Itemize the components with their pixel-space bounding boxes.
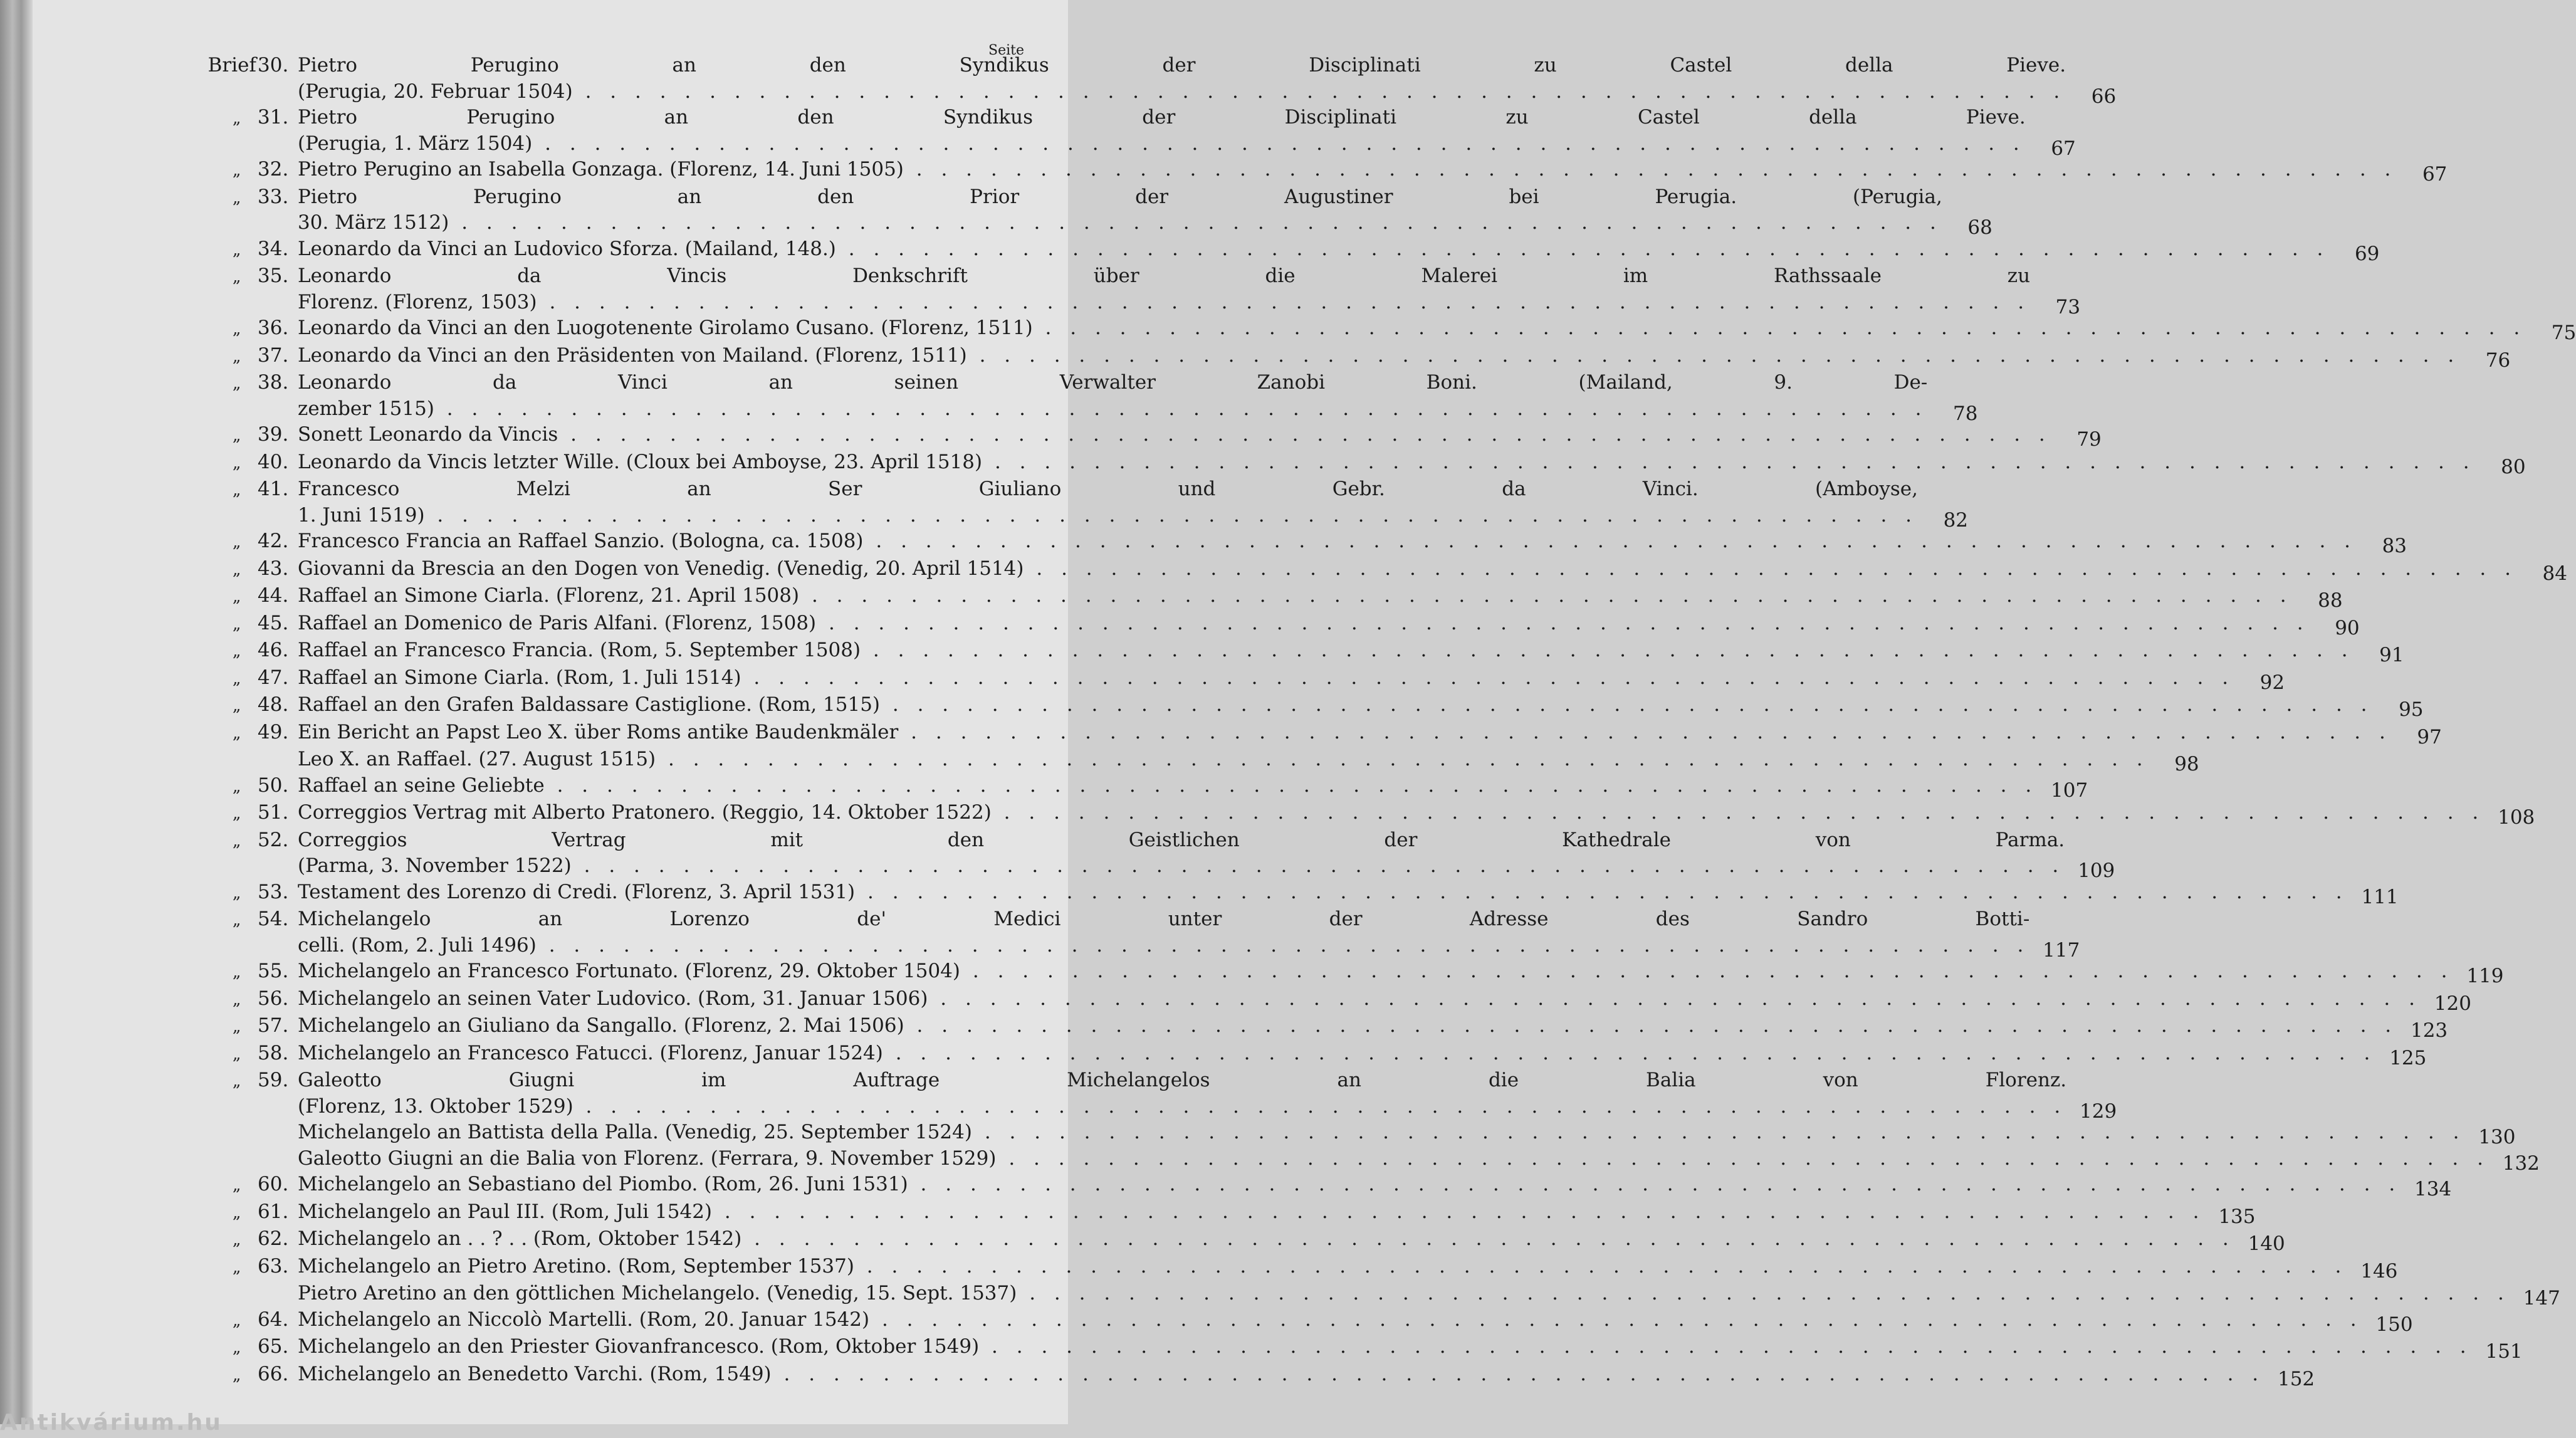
letter-number: 53.	[258, 880, 289, 903]
page-number: 69	[2354, 242, 2380, 265]
entry-title-line: (Florenz, 13. Oktober 1529) . . . . . . . . . . . . . . . . . . . . . . . . . . . . . . . . . . . . . . . . . . . . . . . . . . . . . . . . . . . .	[298, 1094, 2067, 1118]
dot-leader: . . . . . . . . . . . . . . . . . . . . . . . . . . . . . . . . . . . . . . . . . . . . . . . . . . . . . . . . . . . .	[1024, 557, 2517, 580]
letter-number: 51.	[258, 801, 289, 824]
entry-number	[207, 720, 289, 747]
ditto-mark: „	[233, 374, 241, 393]
entry-title-line: Ein Bericht an Papst Leo X. über Roms antike Baudenkmäler . . . . . . . . . . . . . . . . . . . . . . . . . . . . . . . . . . . . . . . . . . . . . . . . . . . . . . . . . . . .	[298, 720, 2392, 743]
page-number: 68	[1967, 216, 1992, 239]
entry-title-line: Florenz. (Florenz, 1503) . . . . . . . . . . . . . . . . . . . . . . . . . . . . . . . . . . . . . . . . . . . . . . . . . . . . . . . . . . . .	[298, 290, 2031, 313]
page-number: 107	[2051, 779, 2088, 802]
entry-title-line: Michelangelo an Francesco Fortunato. (Florenz, 29. Oktober 1504) . . . . . . . . . . . . . . . . . . . . . . . . . . . . . . . . . . . . . . . . . . . . . . . . . . . . . . . . . . . .	[298, 960, 2454, 982]
page-number: 109	[2078, 859, 2115, 882]
entry-number	[207, 1254, 289, 1281]
toc-entry	[207, 157, 2448, 186]
dot-leader: . . . . . . . . . . . . . . . . . . . . . . . . . . . . . . . . . . . . . . . . . . . . . . . . . . . . . . . . . . . .	[656, 748, 2149, 770]
toc-entry	[207, 263, 2081, 318]
entry-title-line: Raffael an Domenico de Paris Alfani. (Florenz, 1508) . . . . . . . . . . . . . . . . . . . . . . . . . . . . . . . . . . . . . . . . . . . . . . . . . . . . . . . . . . . .	[298, 611, 2310, 634]
ditto-mark: „	[233, 963, 241, 982]
letter-number: 36.	[258, 317, 289, 339]
dot-leader: . . . . . . . . . . . . . . . . . . . . . . . . . . . . . . . . . . . . . . . . . . . . . . . . . . . . . . . . . . . .	[966, 344, 2461, 367]
entry-number	[207, 449, 289, 477]
ditto-mark: „	[233, 453, 241, 473]
toc-entry	[207, 800, 2535, 829]
toc-entry	[207, 906, 2080, 962]
ditto-mark: „	[233, 240, 241, 260]
entry-number	[207, 476, 289, 504]
letter-number: 66.	[258, 1362, 289, 1385]
page-number: 92	[2259, 671, 2285, 694]
toc-entry	[207, 449, 2526, 478]
toc-entry	[207, 343, 2511, 372]
entry-title-line: Michelangelo an Benedetto Varchi. (Rom, 1549) . . . . . . . . . . . . . . . . . . . . . . . . . . . . . . . . . . . . . . . . . . . . . . . . . . . . . . . . . . . .	[298, 1362, 2265, 1385]
letter-number: 55.	[258, 960, 289, 982]
brief-label: Brief	[207, 54, 256, 76]
entry-number	[207, 343, 289, 370]
toc-entry	[207, 1120, 2516, 1148]
toc-entry	[207, 583, 2343, 612]
ditto-mark: „	[233, 883, 241, 903]
ditto-mark: „	[233, 642, 241, 661]
entry-title-line: Michelangelo an seinen Vater Ludovico. (Rom, 31. Januar 1506) . . . . . . . . . . . . . . . . . . . . . . . . . . . . . . . . . . . . . . . . . . . . . . . . . . . . . . . . . . . .	[298, 987, 2421, 1010]
toc-entry	[207, 1199, 2256, 1228]
entry-title-line: Pietro Perugino an den Syndikus der Disciplinati zu Castel della Pieve.	[298, 54, 2066, 76]
dot-leader: . . . . . . . . . . . . . . . . . . . . . . . . . . . . . . . . . . . . . . . . . . . . . . . . . . . . . . . . . . . .	[434, 397, 1928, 420]
page-number: 90	[2335, 616, 2360, 639]
dot-leader: . . . . . . . . . . . . . . . . . . . . . . . . . . . . . . . . . . . . . . . . . . . . . . . . . . . . . . . . . . . .	[863, 530, 2357, 552]
entry-title-line: Correggios Vertrag mit den Geistlichen der Kathedrale von Parma.	[298, 828, 2065, 851]
page-number: 150	[2375, 1313, 2413, 1336]
page-number: 88	[2318, 589, 2343, 612]
dot-leader: . . . . . . . . . . . . . . . . . . . . . . . . . . . . . . . . . . . . . . . . . . . . . . . . . . . . . . . . . . . .	[982, 450, 2476, 473]
dot-leader: . . . . . . . . . . . . . . . . . . . . . . . . . . . . . . . . . . . . . . . . . . . . . . . . . . . . . . . . . . . .	[536, 933, 2030, 957]
dot-leader: . . . . . . . . . . . . . . . . . . . . . . . . . . . . . . . . . . . . . . . . . . . . . . . . . . . . . . . . . . . .	[741, 666, 2235, 689]
page-number: 82	[1943, 508, 1969, 532]
entry-number	[207, 1362, 289, 1389]
ditto-mark: „	[233, 426, 241, 445]
letter-number: 59.	[258, 1069, 289, 1091]
toc-entry	[207, 556, 2567, 585]
entry-number	[207, 611, 289, 638]
ditto-mark: „	[233, 1365, 241, 1385]
entry-number	[207, 800, 289, 827]
letter-number: 57.	[258, 1014, 289, 1037]
book-spine-shadow	[0, 0, 33, 1424]
entry-number	[207, 1041, 289, 1068]
page-number: 67	[2422, 163, 2448, 186]
entry-number	[207, 986, 289, 1014]
page-number: 140	[2248, 1232, 2285, 1255]
dot-leader: . . . . . . . . . . . . . . . . . . . . . . . . . . . . . . . . . . . . . . . . . . . . . . . . . . . . . . . . . . . .	[799, 584, 2293, 607]
letter-number: 47.	[258, 666, 289, 689]
entry-title-line: (Perugia, 20. Februar 1504) . . . . . . . . . . . . . . . . . . . . . . . . . . . . . . . . . . . . . . . . . . . . . . . . . . . . . . . . . . . .	[298, 80, 2066, 103]
entry-title-line: Michelangelo an Giuliano da Sangallo. (Florenz, 2. Mai 1506) . . . . . . . . . . . . . . . . . . . . . . . . . . . . . . . . . . . . . . . . . . . . . . . . . . . . . . . . . . . .	[298, 1014, 2398, 1037]
letter-number: 37.	[258, 344, 289, 367]
letter-number: 62.	[258, 1227, 289, 1250]
toc-entry	[207, 611, 2360, 639]
letter-number: 56.	[258, 987, 289, 1010]
dot-leader: . . . . . . . . . . . . . . . . . . . . . . . . . . . . . . . . . . . . . . . . . . . . . . . . . . . . . . . . . . . .	[1032, 317, 2526, 339]
page-number: 84	[2542, 562, 2567, 585]
entry-title-line: Galeotto Giugni im Auftrage Michelangelos an die Balia von Florenz.	[298, 1069, 2067, 1091]
dot-leader: . . . . . . . . . . . . . . . . . . . . . . . . . . . . . . . . . . . . . . . . . . . . . . . . . . . . . . . . . . . .	[855, 880, 2348, 903]
dot-leader: . . . . . . . . . . . . . . . . . . . . . . . . . . . . . . . . . . . . . . . . . . . . . . . . . . . . . . . . . . . .	[898, 720, 2392, 743]
entry-title-line: Michelangelo an Francesco Fatucci. (Florenz, Januar 1524) . . . . . . . . . . . . . . . . . . . . . . . . . . . . . . . . . . . . . . . . . . . . . . . . . . . . . . . . . . . .	[298, 1041, 2377, 1064]
dot-leader: . . . . . . . . . . . . . . . . . . . . . . . . . . . . . . . . . . . . . . . . . . . . . . . . . . . . . . . . . . . .	[908, 1173, 2402, 1195]
dot-leader: . . . . . . . . . . . . . . . . . . . . . . . . . . . . . . . . . . . . . . . . . . . . . . . . . . . . . . . . . . . .	[424, 503, 1919, 527]
letter-number: 33.	[258, 185, 289, 208]
entry-title-line: Michelangelo an Sebastiano del Piombo. (Rom, 26. Juni 1531) . . . . . . . . . . . . . . . . . . . . . . . . . . . . . . . . . . . . . . . . . . . . . . . . . . . . . . . . . . . .	[298, 1173, 2402, 1195]
entry-title-line: Leonardo da Vinci an Ludovico Sforza. (Mailand, 148.) . . . . . . . . . . . . . . . . . . . . . . . . . . . . . . . . . . . . . . . . . . . . . . . . . . . . . . . . . . . .	[298, 237, 2330, 260]
entry-number	[207, 906, 289, 934]
toc-entry	[207, 1307, 2413, 1336]
ditto-mark: „	[233, 560, 241, 579]
entry-title-line: Pietro Perugino an den Prior der Augustiner bei Perugia. (Perugia,	[298, 185, 1942, 208]
entry-number	[207, 958, 289, 986]
ditto-mark: „	[233, 481, 241, 500]
entry-title-line: Michelangelo an Lorenzo de' Medici unter der Adresse des Sandro Botti-	[298, 908, 2030, 930]
dot-leader: . . . . . . . . . . . . . . . . . . . . . . . . . . . . . . . . . . . . . . . . . . . . . . . . . . . . . . . . . . . .	[1017, 1282, 2510, 1304]
entry-title-line: Leonardo da Vinci an seinen Verwalter Zanobi Boni. (Mailand, 9. De-	[298, 371, 1928, 394]
page-number: 120	[2434, 992, 2471, 1015]
page-number: 78	[1952, 402, 1978, 425]
letter-number: 60.	[258, 1173, 289, 1195]
dot-leader: . . . . . . . . . . . . . . . . . . . . . . . . . . . . . . . . . . . . . . . . . . . . . . . . . . . . . . . . . . . .	[572, 80, 2066, 103]
toc-entry	[207, 720, 2442, 748]
entry-title-line: Michelangelo an Pietro Aretino. (Rom, September 1537) . . . . . . . . . . . . . . . . . . . . . . . . . . . . . . . . . . . . . . . . . . . . . . . . . . . . . . . . . . . .	[298, 1254, 2348, 1278]
table-of-contents	[207, 53, 2576, 1390]
ditto-mark: „	[233, 1203, 241, 1222]
ditto-mark: „	[233, 1311, 241, 1330]
toc-entry	[207, 528, 2407, 557]
ditto-mark: „	[233, 804, 241, 823]
page-number: 76	[2485, 349, 2511, 372]
page-number: 152	[2277, 1367, 2315, 1390]
ditto-mark: „	[233, 911, 241, 930]
dot-leader: . . . . . . . . . . . . . . . . . . . . . . . . . . . . . . . . . . . . . . . . . . . . . . . . . . . . . . . . . . . .	[996, 1147, 2490, 1170]
entry-number	[207, 773, 289, 800]
dot-leader: . . . . . . . . . . . . . . . . . . . . . . . . . . . . . . . . . . . . . . . . . . . . . . . . . . . . . . . . . . . .	[449, 211, 1942, 234]
toc-entry	[207, 1362, 2315, 1390]
entry-number	[207, 1199, 289, 1227]
dot-leader: . . . . . . . . . . . . . . . . . . . . . . . . . . . . . . . . . . . . . . . . . . . . . . . . . . . . . . . . . . . .	[861, 639, 2354, 661]
entry-number	[207, 53, 289, 79]
entry-title-line: Correggios Vertrag mit Alberto Pratonero. (Reggio, 14. Oktober 1522) . . . . . . . . . . . . . . . . . . . . . . . . . . . . . . . . . . . . . . . . . . . . . . . . . . . . . . . . . . . .	[298, 801, 2485, 824]
dot-leader: . . . . . . . . . . . . . . . . . . . . . . . . . . . . . . . . . . . . . . . . . . . . . . . . . . . . . . . . . . . .	[532, 132, 2026, 155]
ditto-mark: „	[233, 696, 241, 715]
entry-title-line: Sonett Leonardo da Vincis . . . . . . . . . . . . . . . . . . . . . . . . . . . . . . . . . . . . . . . . . . . . . . . . . . . . . . . . . . . .	[298, 423, 2051, 446]
dot-leader: . . . . . . . . . . . . . . . . . . . . . . . . . . . . . . . . . . . . . . . . . . . . . . . . . . . . . . . . . . . .	[960, 960, 2454, 982]
ditto-mark: „	[233, 1231, 241, 1249]
entry-title-line: Michelangelo an Paul III. (Rom, Juli 1542) . . . . . . . . . . . . . . . . . . . . . . . . . . . . . . . . . . . . . . . . . . . . . . . . . . . . . . . . . . . .	[298, 1200, 2206, 1223]
ditto-mark: „	[233, 990, 241, 1009]
entry-title-line: (Parma, 3. November 1522) . . . . . . . . . . . . . . . . . . . . . . . . . . . . . . . . . . . . . . . . . . . . . . . . . . . . . . . . . . . .	[298, 854, 2065, 877]
entry-title-line: Michelangelo an . . ? . . (Rom, Oktober 1542) . . . . . . . . . . . . . . . . . . . . . . . . . . . . . . . . . . . . . . . . . . . . . . . . . . . . . . . . . . . .	[298, 1227, 2235, 1250]
dot-leader: . . . . . . . . . . . . . . . . . . . . . . . . . . . . . . . . . . . . . . . . . . . . . . . . . . . . . . . . . . . .	[712, 1200, 2206, 1223]
entry-title-line: Raffael an den Grafen Baldassare Castiglione. (Rom, 1515) . . . . . . . . . . . . . . . . . . . . . . . . . . . . . . . . . . . . . . . . . . . . . . . . . . . . . . . . . . . .	[298, 693, 2374, 716]
ditto-mark: „	[233, 347, 241, 366]
letter-number: 45.	[258, 611, 289, 634]
dot-leader: . . . . . . . . . . . . . . . . . . . . . . . . . . . . . . . . . . . . . . . . . . . . . . . . . . . . . . . . . . . .	[979, 1335, 2473, 1358]
letter-number: 63.	[258, 1254, 289, 1278]
entry-title-line: Leonardo da Vincis Denkschrift über die Malerei im Rathssaale zu	[298, 265, 2031, 287]
ditto-mark: „	[233, 669, 241, 688]
page-number: 91	[2379, 644, 2404, 666]
toc-entry	[207, 1068, 2117, 1123]
toc-entry	[207, 105, 2076, 160]
entry-number	[207, 879, 289, 907]
entry-title-line: zember 1515) . . . . . . . . . . . . . . . . . . . . . . . . . . . . . . . . . . . . . . . . . . . . . . . . . . . . . . . . . . . .	[298, 397, 1928, 420]
ditto-mark: „	[233, 1176, 241, 1195]
letter-number: 35.	[258, 265, 289, 287]
entry-number	[207, 1013, 289, 1041]
ditto-mark: „	[233, 831, 241, 851]
page-number: 73	[2055, 295, 2081, 318]
entry-title-line: Galeotto Giugni an die Balia von Florenz. (Ferrara, 9. November 1529) . . . . . . . . . . . . . . . . . . . . . . . . . . . . . . . . . . . . . . . . . . . . . . . . . . . . . . . . . . . .	[298, 1147, 2490, 1170]
toc-entry	[207, 1254, 2398, 1283]
page-number: 75	[2551, 322, 2576, 344]
dot-leader: . . . . . . . . . . . . . . . . . . . . . . . . . . . . . . . . . . . . . . . . . . . . . . . . . . . . . . . . . . . .	[869, 1308, 2363, 1331]
toc-entry	[207, 692, 2424, 721]
entry-title-line: 1. Juni 1519) . . . . . . . . . . . . . . . . . . . . . . . . . . . . . . . . . . . . . . . . . . . . . . . . . . . . . . . . . . . .	[298, 503, 1919, 527]
ditto-mark: „	[233, 161, 241, 180]
page-number: 117	[2043, 938, 2080, 962]
toc-entry	[207, 53, 2117, 108]
ditto-mark: „	[233, 109, 241, 128]
toc-entry	[207, 665, 2285, 694]
entry-title-line: Pietro Aretino an den göttlichen Michelangelo. (Venedig, 15. Sept. 1537) . . . . . . . . . . . . . . . . . . . . . . . . . . . . . . . . . . . . . . . . . . . . . . . . . . . . . . . . . . . .	[298, 1282, 2510, 1304]
toc-entry	[207, 1334, 2523, 1363]
entry-title-line: Pietro Perugino an den Syndikus der Disciplinati zu Castel della Pieve.	[298, 106, 2026, 129]
entry-title-line: celli. (Rom, 2. Juli 1496) . . . . . . . . . . . . . . . . . . . . . . . . . . . . . . . . . . . . . . . . . . . . . . . . . . . . . . . . . . . .	[298, 933, 2030, 957]
letter-number: 41.	[258, 478, 289, 500]
dot-leader: . . . . . . . . . . . . . . . . . . . . . . . . . . . . . . . . . . . . . . . . . . . . . . . . . . . . . . . . . . . .	[904, 1014, 2398, 1037]
toc-entry	[207, 958, 2504, 987]
entry-number	[207, 422, 289, 449]
letter-number: 40.	[258, 450, 289, 473]
toc-entry	[207, 1172, 2452, 1200]
toc-entry	[207, 422, 2102, 451]
entry-number	[207, 665, 289, 693]
page-number: 125	[2389, 1046, 2427, 1069]
entry-title-line: Leonardo da Vinci an den Präsidenten von Mailand. (Florenz, 1511) . . . . . . . . . . . . . . . . . . . . . . . . . . . . . . . . . . . . . . . . . . . . . . . . . . . . . . . . . . . .	[298, 344, 2461, 367]
entry-number	[207, 315, 289, 343]
ditto-mark: „	[233, 1017, 241, 1036]
entry-title-line: Raffael an Simone Ciarla. (Rom, 1. Juli 1514) . . . . . . . . . . . . . . . . . . . . . . . . . . . . . . . . . . . . . . . . . . . . . . . . . . . . . . . . . . . .	[298, 666, 2235, 689]
ditto-mark: „	[233, 533, 241, 552]
letter-number: 54.	[258, 908, 289, 930]
entry-title-line: Raffael an Francesco Francia. (Rom, 5. September 1508) . . . . . . . . . . . . . . . . . . . . . . . . . . . . . . . . . . . . . . . . . . . . . . . . . . . . . . . . . . . .	[298, 639, 2354, 661]
dot-leader: . . . . . . . . . . . . . . . . . . . . . . . . . . . . . . . . . . . . . . . . . . . . . . . . . . . . . . . . . . . .	[880, 693, 2374, 716]
entry-number	[207, 105, 289, 132]
letter-number: 34.	[258, 237, 289, 260]
letter-number: 43.	[258, 557, 289, 580]
letter-number: 31.	[258, 106, 289, 129]
page-number: 66	[2091, 85, 2117, 108]
page-number: 151	[2485, 1340, 2523, 1363]
dot-leader: . . . . . . . . . . . . . . . . . . . . . . . . . . . . . . . . . . . . . . . . . . . . . . . . . . . . . . . . . . . .	[882, 1041, 2377, 1064]
ditto-mark: „	[233, 268, 241, 286]
entry-title-line: Leonardo da Vincis letzter Wille. (Cloux bei Amboyse, 23. April 1518) . . . . . . . . . . . . . . . . . . . . . . . . . . . . . . . . . . . . . . . . . . . . . . . . . . . . . . . . . . . .	[298, 450, 2476, 473]
dot-leader: . . . . . . . . . . . . . . . . . . . . . . . . . . . . . . . . . . . . . . . . . . . . . . . . . . . . . . . . . . . .	[571, 854, 2065, 877]
entry-number	[207, 1068, 289, 1095]
dot-leader: . . . . . . . . . . . . . . . . . . . . . . . . . . . . . . . . . . . . . . . . . . . . . . . . . . . . . . . . . . . .	[537, 290, 2031, 313]
entry-title-line: Raffael an seine Geliebte . . . . . . . . . . . . . . . . . . . . . . . . . . . . . . . . . . . . . . . . . . . . . . . . . . . . . . . . . . . .	[298, 774, 2038, 797]
dot-leader: . . . . . . . . . . . . . . . . . . . . . . . . . . . . . . . . . . . . . . . . . . . . . . . . . . . . . . . . . . . .	[971, 1121, 2466, 1143]
ditto-mark: „	[233, 320, 241, 339]
entry-title-line: Testament des Lorenzo di Credi. (Florenz, 3. April 1531) . . . . . . . . . . . . . . . . . . . . . . . . . . . . . . . . . . . . . . . . . . . . . . . . . . . . . . . . . . . .	[298, 880, 2348, 903]
dot-leader: . . . . . . . . . . . . . . . . . . . . . . . . . . . . . . . . . . . . . . . . . . . . . . . . . . . . . . . . . . . .	[558, 423, 2051, 446]
toc-entry	[207, 638, 2404, 666]
entry-number	[207, 528, 289, 556]
letter-number: 52.	[258, 828, 289, 851]
entry-title-line: Michelangelo an den Priester Giovanfrancesco. (Rom, Oktober 1549) . . . . . . . . . . . . . . . . . . . . . . . . . . . . . . . . . . . . . . . . . . . . . . . . . . . . . . . . . . . .	[298, 1335, 2473, 1358]
letter-number: 44.	[258, 584, 289, 607]
entry-title-line: Michelangelo an Niccolò Martelli. (Rom, 20. Januar 1542) . . . . . . . . . . . . . . . . . . . . . . . . . . . . . . . . . . . . . . . . . . . . . . . . . . . . . . . . . . . .	[298, 1308, 2363, 1331]
dot-leader: . . . . . . . . . . . . . . . . . . . . . . . . . . . . . . . . . . . . . . . . . . . . . . . . . . . . . . . . . . . .	[854, 1254, 2348, 1278]
letter-number: 64.	[258, 1308, 289, 1331]
page-number: 97	[2417, 725, 2442, 748]
toc-entry	[207, 315, 2576, 344]
entry-title-line: 30. März 1512) . . . . . . . . . . . . . . . . . . . . . . . . . . . . . . . . . . . . . . . . . . . . . . . . . . . . . . . . . . . .	[298, 211, 1942, 234]
page-number: 135	[2218, 1205, 2256, 1228]
letter-number: 58.	[258, 1041, 289, 1064]
entry-number	[207, 638, 289, 665]
letter-number: 48.	[258, 693, 289, 716]
letter-number: 65.	[258, 1335, 289, 1358]
page-number: 111	[2361, 885, 2399, 908]
dot-leader: . . . . . . . . . . . . . . . . . . . . . . . . . . . . . . . . . . . . . . . . . . . . . . . . . . . . . . . . . . . .	[816, 611, 2310, 634]
entry-number	[207, 1307, 289, 1335]
letter-number: 46.	[258, 639, 289, 661]
toc-entry	[207, 236, 2380, 265]
entry-number	[207, 692, 289, 720]
letter-number: 50.	[258, 774, 289, 797]
entry-number	[207, 236, 289, 264]
page-number: 80	[2501, 455, 2526, 478]
toc-entry	[207, 1041, 2427, 1069]
dot-leader: . . . . . . . . . . . . . . . . . . . . . . . . . . . . . . . . . . . . . . . . . . . . . . . . . . . . . . . . . . . .	[741, 1227, 2235, 1250]
letter-number: 42.	[258, 530, 289, 552]
page-number: 67	[2051, 137, 2076, 160]
page-number: 129	[2080, 1099, 2117, 1123]
entry-number	[207, 1226, 289, 1254]
entry-number	[207, 556, 289, 584]
entry-title-line: Francesco Melzi an Ser Giuliano und Gebr. da Vinci. (Amboyse,	[298, 478, 1919, 500]
letter-number: 49.	[258, 720, 289, 743]
dot-leader: . . . . . . . . . . . . . . . . . . . . . . . . . . . . . . . . . . . . . . . . . . . . . . . . . . . . . . . . . . . .	[991, 801, 2485, 824]
entry-number	[207, 184, 289, 212]
ditto-mark: „	[233, 188, 241, 207]
entry-number	[207, 370, 289, 397]
letter-number: 38.	[258, 371, 289, 394]
toc-entry	[207, 370, 1978, 425]
toc-entry	[207, 1281, 2560, 1309]
page-number: 83	[2382, 535, 2407, 557]
page-number: 119	[2466, 965, 2504, 987]
toc-entry	[207, 986, 2471, 1015]
ditto-mark: „	[233, 777, 241, 796]
entry-title-line: Francesco Francia an Raffael Sanzio. (Bologna, ca. 1508) . . . . . . . . . . . . . . . . . . . . . . . . . . . . . . . . . . . . . . . . . . . . . . . . . . . . . . . . . . . .	[298, 530, 2357, 552]
page-number: 95	[2399, 698, 2424, 721]
entry-title-line: (Perugia, 1. März 1504) . . . . . . . . . . . . . . . . . . . . . . . . . . . . . . . . . . . . . . . . . . . . . . . . . . . . . . . . . . . .	[298, 132, 2026, 155]
dot-leader: . . . . . . . . . . . . . . . . . . . . . . . . . . . . . . . . . . . . . . . . . . . . . . . . . . . . . . . . . . . .	[928, 987, 2421, 1010]
entry-number	[207, 157, 289, 184]
letter-number: 39.	[258, 423, 289, 446]
toc-entry	[207, 879, 2399, 908]
dot-leader: . . . . . . . . . . . . . . . . . . . . . . . . . . . . . . . . . . . . . . . . . . . . . . . . . . . . . . . . . . . .	[573, 1094, 2067, 1118]
dot-leader: . . . . . . . . . . . . . . . . . . . . . . . . . . . . . . . . . . . . . . . . . . . . . . . . . . . . . . . . . . . .	[835, 237, 2330, 260]
entry-number	[207, 1334, 289, 1362]
toc-entry	[207, 773, 2088, 802]
toc-entry	[207, 1146, 2540, 1175]
entry-title-line: Leonardo da Vinci an den Luogotenente Girolamo Cusano. (Florenz, 1511) . . . . . . . . . . . . . . . . . . . . . . . . . . . . . . . . . . . . . . . . . . . . . . . . . . . . . . . . . . . .	[298, 317, 2526, 339]
ditto-mark: „	[233, 1338, 241, 1357]
letter-number: 61.	[258, 1200, 289, 1223]
entry-title-line: Leo X. an Raffael. (27. August 1515) . . . . . . . . . . . . . . . . . . . . . . . . . . . . . . . . . . . . . . . . . . . . . . . . . . . . . . . . . . . .	[298, 748, 2149, 770]
page-number: 123	[2410, 1019, 2448, 1042]
entry-title-line: Michelangelo an Battista della Palla. (Venedig, 25. September 1524) . . . . . . . . . . . . . . . . . . . . . . . . . . . . . . . . . . . . . . . . . . . . . . . . . . . . . . . . . . . .	[298, 1121, 2466, 1143]
ditto-mark: „	[233, 1072, 241, 1091]
page-number: 147	[2523, 1287, 2560, 1309]
toc-entry	[207, 1226, 2285, 1255]
ditto-mark: „	[233, 614, 241, 634]
toc-entry	[207, 747, 2199, 775]
page-number: 79	[2076, 428, 2102, 451]
page-number: 134	[2414, 1178, 2452, 1200]
seite-column-header: Seite	[988, 43, 1024, 58]
page-number: 130	[2478, 1126, 2516, 1148]
letter-number: 30.	[258, 54, 289, 76]
entry-title-line: Raffael an Simone Ciarla. (Florenz, 21. April 1508) . . . . . . . . . . . . . . . . . . . . . . . . . . . . . . . . . . . . . . . . . . . . . . . . . . . . . . . . . . . .	[298, 584, 2293, 607]
ditto-mark: „	[233, 1257, 241, 1277]
page-number: 146	[2360, 1259, 2398, 1283]
entry-number	[207, 827, 289, 855]
entry-title-line: Giovanni da Brescia an den Dogen von Venedig. (Venedig, 20. April 1514) . . . . . . . . . . . . . . . . . . . . . . . . . . . . . . . . . . . . . . . . . . . . . . . . . . . . . . . . . . . .	[298, 557, 2517, 580]
ditto-mark: „	[233, 723, 241, 743]
toc-entry	[207, 827, 2115, 882]
ditto-mark: „	[233, 587, 241, 606]
dot-leader: . . . . . . . . . . . . . . . . . . . . . . . . . . . . . . . . . . . . . . . . . . . . . . . . . . . . . . . . . . . .	[544, 774, 2038, 797]
entry-number	[207, 1172, 289, 1199]
entry-number	[207, 263, 289, 291]
dot-leader: . . . . . . . . . . . . . . . . . . . . . . . . . . . . . . . . . . . . . . . . . . . . . . . . . . . . . . . . . . . .	[903, 158, 2397, 181]
letter-number: 32.	[258, 158, 289, 181]
watermark: Antikvárium.hu	[0, 1410, 223, 1435]
entry-title-line: Pietro Perugino an Isabella Gonzaga. (Florenz, 14. Juni 1505) . . . . . . . . . . . . . . . . . . . . . . . . . . . . . . . . . . . . . . . . . . . . . . . . . . . . . . . . . . . .	[298, 158, 2397, 181]
page-number: 132	[2502, 1152, 2540, 1175]
page-number: 108	[2498, 806, 2535, 829]
toc-entry	[207, 1013, 2448, 1042]
page-number: 98	[2174, 753, 2199, 775]
toc-entry	[207, 184, 1992, 239]
entry-number	[207, 583, 289, 611]
ditto-mark: „	[233, 1044, 241, 1064]
dot-leader: . . . . . . . . . . . . . . . . . . . . . . . . . . . . . . . . . . . . . . . . . . . . . . . . . . . . . . . . . . . .	[771, 1362, 2265, 1385]
toc-entry	[207, 476, 1969, 532]
